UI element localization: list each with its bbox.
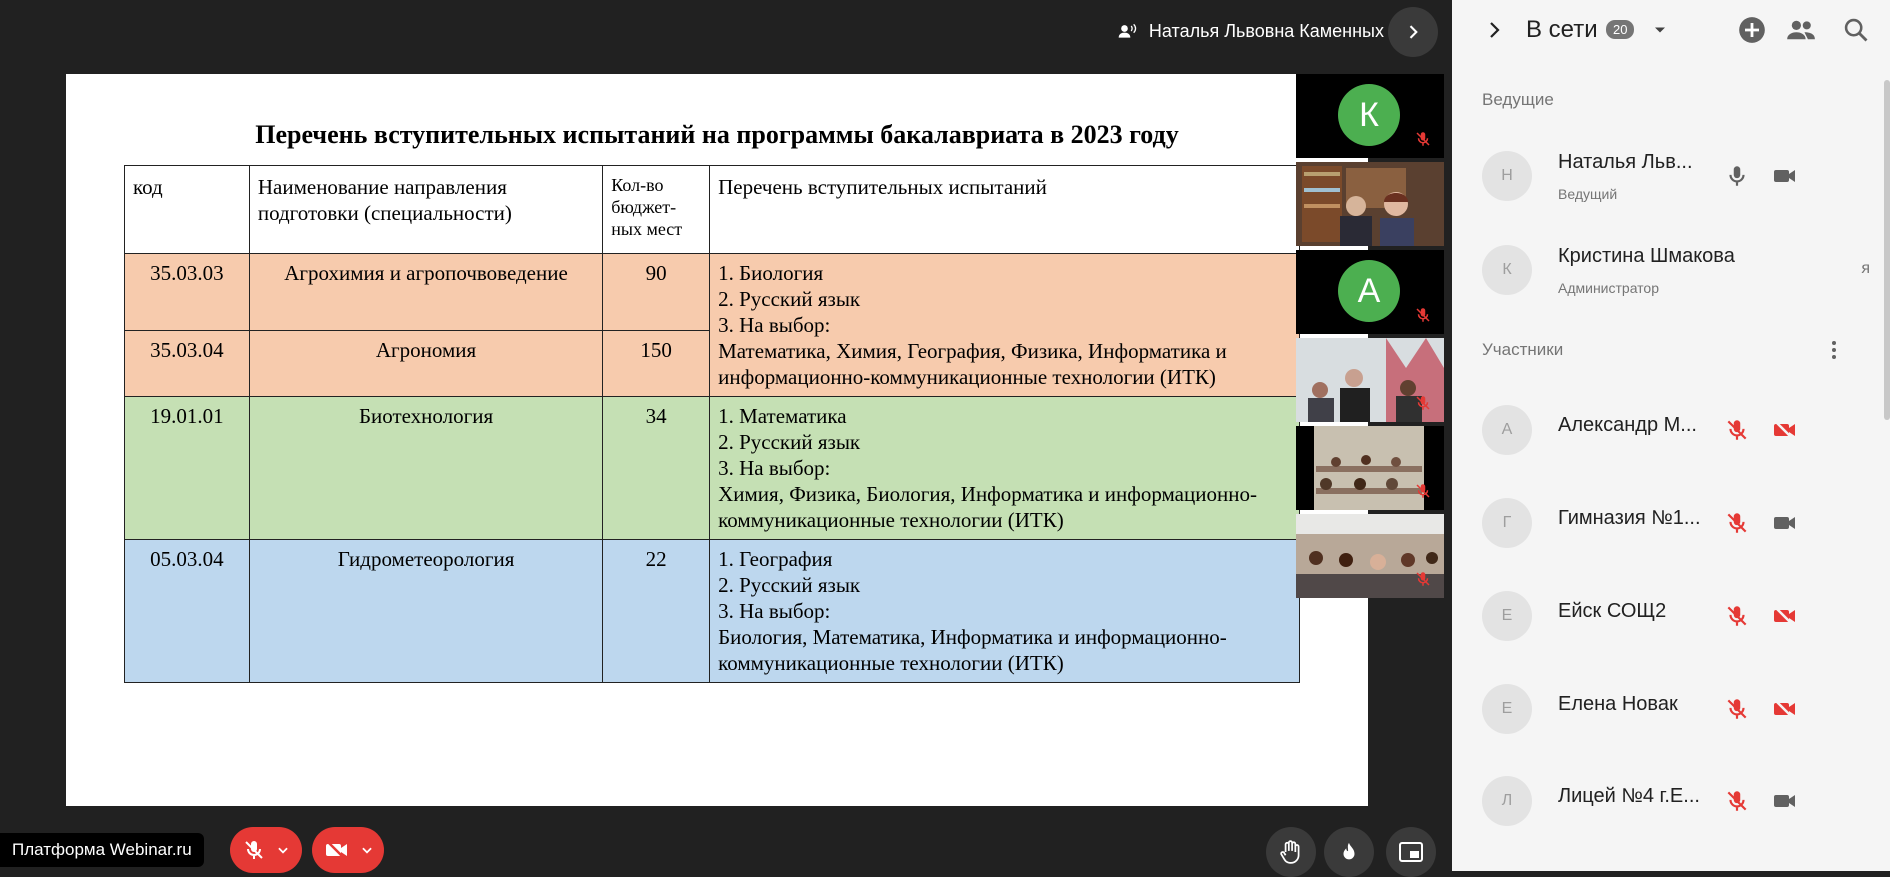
raise-hand-button[interactable] [1266,827,1316,877]
avatar: Е [1482,591,1532,641]
participant-role: Ведущий [1558,186,1618,202]
participants-section-label: Участники [1482,340,1564,359]
camera-icon[interactable] [1772,510,1798,536]
avatar: Л [1482,776,1532,826]
avatar: К [1338,84,1400,146]
row-code: 19.01.01 [125,397,250,540]
speaking-icon [1117,21,1137,41]
table-row [125,397,1300,540]
add-icon[interactable] [1738,16,1766,44]
hand-icon [1278,839,1304,865]
participant-name: Кристина Шмакова [1558,245,1735,267]
list-item[interactable] [1482,771,1882,831]
header-code: код [125,166,250,254]
speaker-name: Наталья Львовна Каменных [1148,20,1384,41]
video-tile[interactable] [1296,74,1444,158]
hosts-section-label: Ведущие [1482,90,1554,109]
row-code: 05.03.04 [125,540,250,683]
mic-off-icon [1414,394,1432,412]
reaction-button[interactable] [1324,827,1374,877]
row-places: 150 [603,331,710,397]
video-thumbnails [1296,74,1444,602]
mic-off-icon [1414,482,1432,500]
mic-off-icon[interactable] [1724,417,1750,443]
list-item[interactable] [1482,493,1882,553]
more-vertical-icon[interactable] [1822,338,1846,362]
camera-off-icon[interactable] [1772,603,1798,629]
camera-off-icon[interactable] [1772,417,1798,443]
participant-video [1296,162,1444,246]
people-icon[interactable] [1786,16,1816,44]
admission-table [124,165,1300,683]
avatar: А [1338,260,1400,322]
row-direction: Агрономия [249,331,602,397]
row-exams: 1. Математика 2. Русский язык 3. На выбор: Химия, Физика, Биология, Информатика и информационно- коммуникационные технологии (ИТК) [710,397,1300,540]
chevron-right-icon [1403,22,1423,42]
participant-role: Администратор [1558,280,1660,296]
list-item[interactable] [1482,679,1882,739]
active-speaker [1117,16,1384,46]
camera-off-icon[interactable] [1772,696,1798,722]
row-exams: 1. География 2. Русский язык 3. На выбор: Биология, Математика, Информатика и информационно- коммуникационные технологии (ИТК) [710,540,1300,683]
mic-icon[interactable] [1724,163,1750,189]
table-row [125,540,1300,683]
participants-panel [1452,0,1890,871]
row-places: 90 [603,254,710,331]
speaker-next-button[interactable] [1388,7,1438,57]
header-budget-places: Кол-во бюджет- ных мест [603,166,710,254]
platform-brand: Платформа Webinar.ru [0,833,204,867]
participant-name: Ейск СОЩ2 [1558,600,1667,622]
avatar: Е [1482,684,1532,734]
participant-name: Лицей №4 г.Е... [1558,785,1700,807]
mic-off-icon [242,838,266,862]
mic-off-icon[interactable] [1724,603,1750,629]
mic-off-icon [1414,130,1432,148]
avatar: А [1482,405,1532,455]
chevron-right-icon[interactable] [1482,18,1506,42]
camera-icon[interactable] [1772,163,1798,189]
avatar: Н [1482,151,1532,201]
video-tile[interactable] [1296,514,1444,598]
video-tile[interactable] [1296,250,1444,334]
panel-scrollbar[interactable] [1884,80,1890,420]
mic-off-icon[interactable] [1724,788,1750,814]
row-places: 34 [603,397,710,540]
online-count-badge: 20 [1606,20,1634,39]
slide-title: Перечень вступительных испытаний на программы бакалавриата в 2023 году [255,120,1179,149]
header-direction: Наименование направления подготовки (специальности) [249,166,602,254]
row-direction: Агрохимия и агропочвоведение [249,254,602,331]
caret-down-icon[interactable] [1650,20,1670,40]
chevron-down-icon [276,843,290,857]
list-item[interactable] [1482,400,1882,460]
picture-in-picture-icon [1398,841,1424,863]
panel-header [1452,0,1890,60]
flame-icon [1338,840,1360,864]
camera-off-icon [324,838,350,862]
row-direction: Биотехнология [249,397,602,540]
row-code: 35.03.03 [125,254,250,331]
presentation-slide [66,74,1368,806]
camera-icon[interactable] [1772,788,1798,814]
mic-off-icon[interactable] [1724,696,1750,722]
list-item[interactable] [1482,586,1882,646]
table-header-row [125,166,1300,254]
online-label[interactable]: В сети [1526,16,1598,43]
row-places: 22 [603,540,710,683]
participant-name: Елена Новак [1558,693,1678,715]
participant-name: Гимназия №1... [1558,507,1701,529]
video-tile[interactable] [1296,426,1444,510]
microphone-toggle-button[interactable] [230,827,302,873]
participant-name: Александр М... [1558,414,1697,436]
layout-toggle-button[interactable] [1386,827,1436,877]
avatar: К [1482,245,1532,295]
participant-name: Наталья Льв... [1558,151,1693,173]
search-icon[interactable] [1842,16,1870,44]
video-tile[interactable] [1296,338,1444,422]
row-exams: 1. Биология 2. Русский язык 3. На выбор: Математика, Химия, География, Физика, Информатика и информационно-коммуникационные технологии (ИТК) [710,254,1300,397]
header-exams: Перечень вступительных испытаний [710,166,1300,254]
self-tag: я [1861,260,1870,277]
camera-toggle-button[interactable] [312,827,384,873]
video-tile[interactable] [1296,162,1444,246]
list-item[interactable] [1482,240,1882,300]
mic-off-icon[interactable] [1724,510,1750,536]
list-item[interactable] [1482,146,1882,206]
row-code: 35.03.04 [125,331,250,397]
mic-off-icon [1414,570,1432,588]
table-row [125,254,1300,331]
row-direction: Гидрометеорология [249,540,602,683]
mic-off-icon [1414,306,1432,324]
avatar: Г [1482,498,1532,548]
chevron-down-icon [360,843,374,857]
